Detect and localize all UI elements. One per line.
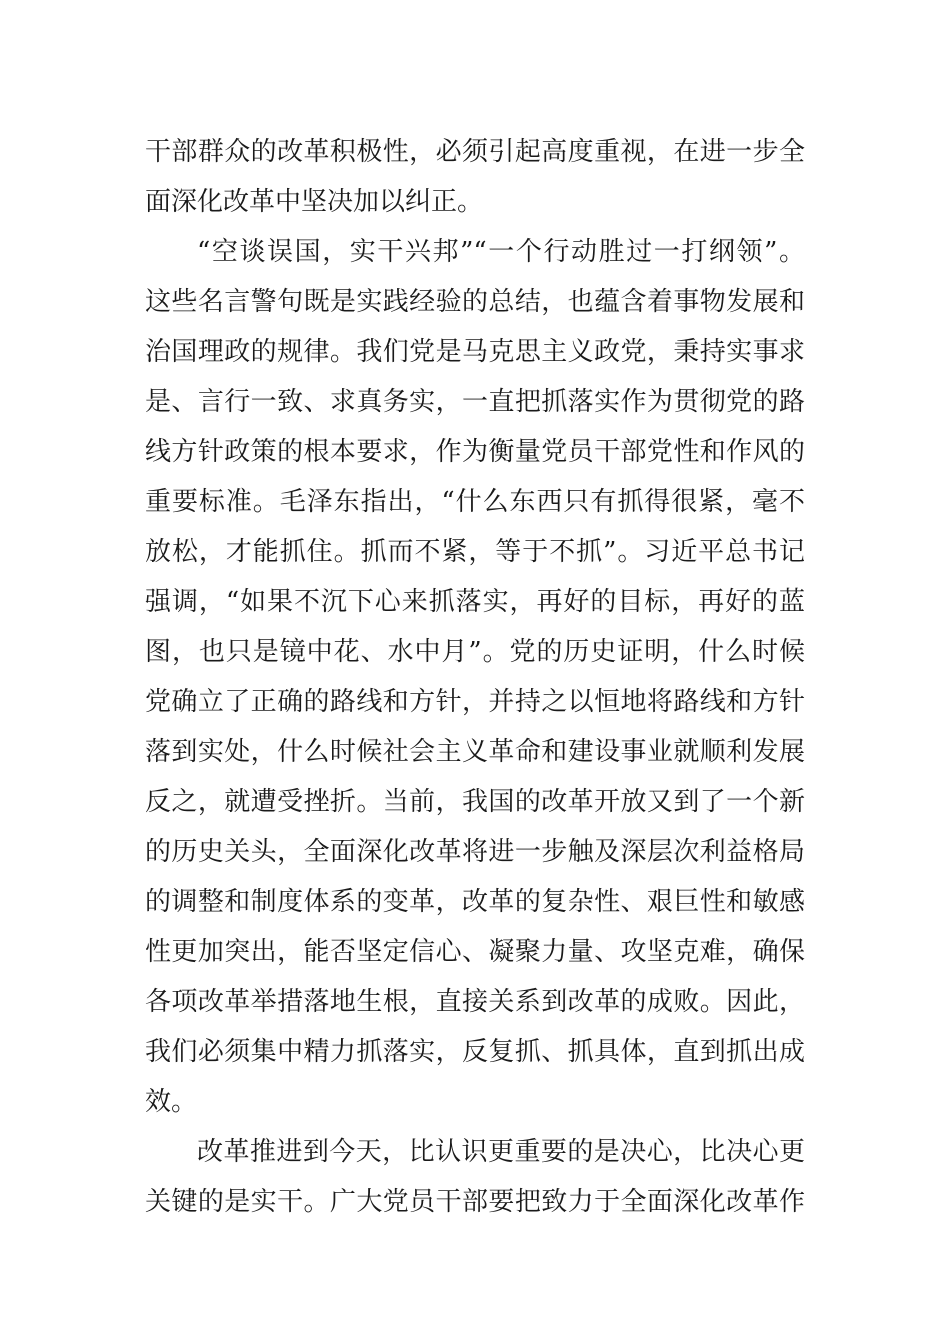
text-line: 反之，就遭受挫折。当前，我国的改革开放又到了一个新 bbox=[145, 787, 805, 817]
text-line: 我们必须集中精力抓落实，反复抓、抓具体，直到抓出成 bbox=[145, 1037, 805, 1067]
text-line: 党确立了正确的路线和方针，并持之以恒地将路线和方针 bbox=[145, 687, 805, 717]
text-line: 性更加突出，能否坚定信心、凝聚力量、攻坚克难，确保 bbox=[145, 937, 805, 967]
text-line: 各项改革举措落地生根，直接关系到改革的成败。因此， bbox=[145, 987, 805, 1017]
text-line: 的调整和制度体系的变革，改革的复杂性、艰巨性和敏感 bbox=[145, 887, 805, 917]
paragraph-start-line: “空谈误国，实干兴邦”“一个行动胜过一打纲领”。 bbox=[197, 237, 805, 267]
text-line: 关键的是实干。广大党员干部要把致力于全面深化改革作 bbox=[145, 1187, 805, 1217]
text-line: 重要标准。毛泽东指出，“什么东西只有抓得很紧，毫不 bbox=[145, 487, 805, 517]
text-line: 效。 bbox=[145, 1087, 198, 1117]
text-line: 是、言行一致、求真务实，一直把抓落实作为贯彻党的路 bbox=[145, 387, 805, 417]
text-line: 放松，才能抓住。抓而不紧，等于不抓”。习近平总书记 bbox=[145, 537, 805, 567]
text-line: 治国理政的规律。我们党是马克思主义政党，秉持实事求 bbox=[145, 337, 805, 367]
text-line: 线方针政策的根本要求，作为衡量党员干部党性和作风的 bbox=[145, 437, 805, 467]
text-line: 面深化改革中坚决加以纠正。 bbox=[145, 187, 484, 217]
text-line: 干部群众的改革积极性，必须引起高度重视，在进一步全 bbox=[145, 137, 805, 167]
text-line: 的历史关头，全面深化改革将进一步触及深层次利益格局 bbox=[145, 837, 805, 867]
text-line: 落到实处，什么时候社会主义革命和建设事业就顺利发展 bbox=[145, 737, 805, 767]
text-line: 强调，“如果不沉下心来抓落实，再好的目标，再好的蓝 bbox=[145, 587, 805, 617]
paragraph-start-line: 改革推进到今天，比认识更重要的是决心，比决心更 bbox=[197, 1137, 805, 1167]
text-line: 图，也只是镜中花、水中月”。党的历史证明，什么时候 bbox=[145, 637, 805, 667]
text-line: 这些名言警句既是实践经验的总结，也蕴含着事物发展和 bbox=[145, 287, 805, 317]
